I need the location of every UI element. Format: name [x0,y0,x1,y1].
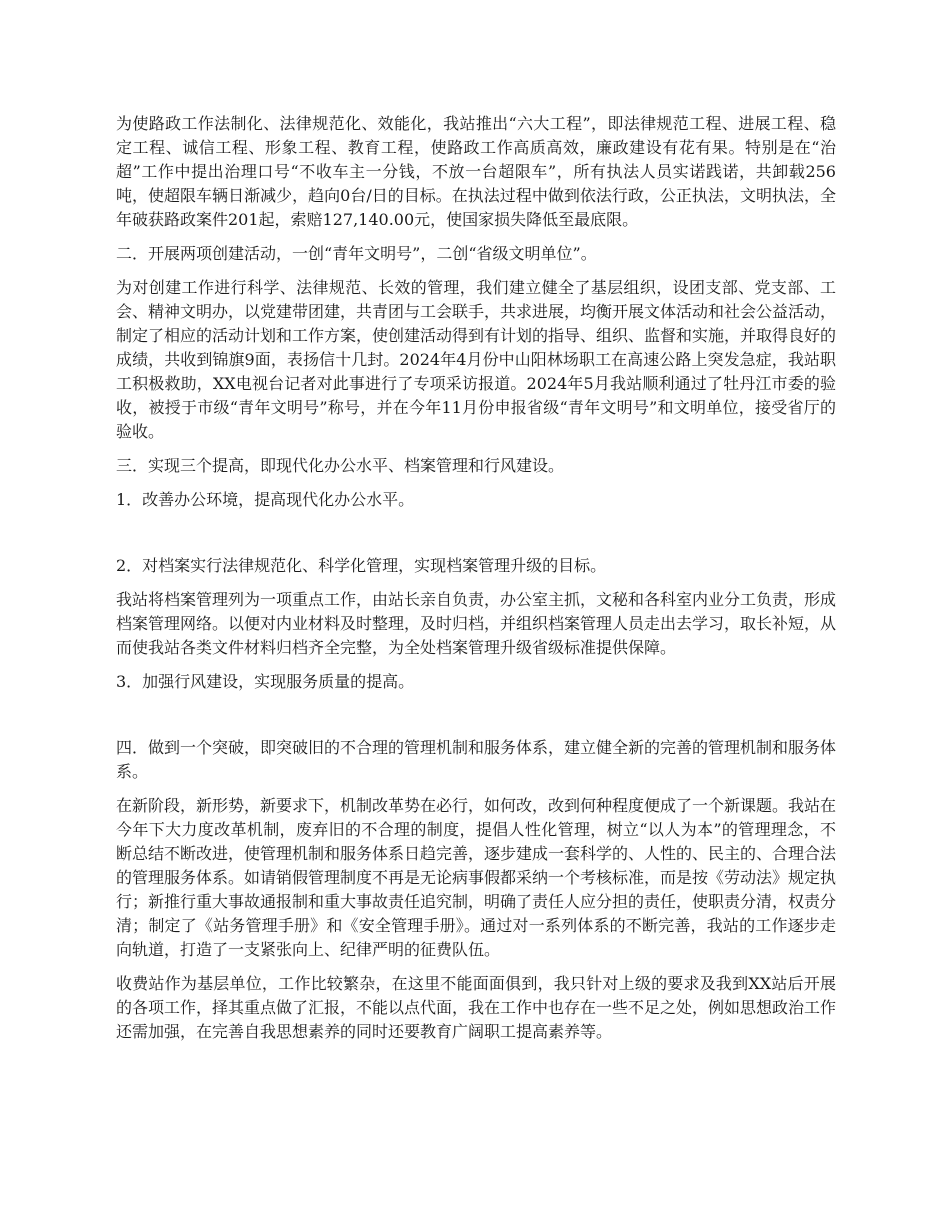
heading-three-improvements: 三．实现三个提高，即现代化办公水平、档案管理和行风建设。 [116,456,565,475]
paragraph-archive-work: 我站将档案管理列为一项重点工作，由站长亲自负责，办公室主抓，文秘和各科室内业分工负责，形成档案管理网络。以便对内业材料及时整理，及时归档，并组织档案管理人员走出去学习，取长补短，从而使我站各类文件材料归档齐全完整，为全处档案管理升级省级标准提供保障。 [116,590,837,657]
heading-one-breakthrough: 四．做到一个突破，即突破旧的不合理的管理机制和服务体系，建立健全新的完善的管理机制和服务体系。 [116,738,837,781]
document-body [116,112,836,1054]
blank-spacer [116,704,836,736]
paragraph-road-admin-projects: 为使路政工作法制化、法律规范化、效能化，我站推出“六大工程”，即法律规范工程、进展工程、稳定工程、诚信工程、形象工程、教育工程，使路政工作高质高效，廉政建设有花有果。特别是在“治超”工作中提出治理口号“不收车主一分钱，不放一台超限车”，所有执法人员实诺践诺，共卸载256吨，使超限车辆日渐减少，趋向0台/日的目标。在执法过程中做到依法行政，公正执法，文明执法，全年破获路政案件201起，索赔127,140.00元，使国家损失降低至最底限。 [116,114,836,229]
paragraph-creation-work: 为对创建工作进行科学、法律规范、长效的管理，我们建立健全了基层组织，设团支部、党支部、工会、精神文明办，以党建带团建，共青团与工会联手，共求进展，均衡开展文体活动和社会公益活动，制定了相应的活动计划和工作方案，使创建活动得到有计划的指导、组织、监督和实施，并取得良好的成绩，共收到锦旗9面，表扬信十几封。2024年4月份中山阳林场职工在高速公路上突发急症，我站职工积极救助，XX电视台记者对此事进行了专项采访报道。2024年5月我站顺利通过了牡丹江市委的验收，被授于市级“青年文明号”称号，并在今年11月份申报省级“青年文明号”和文明单位，接受省厅的验收。 [116,278,837,441]
item-office-environment: 1．改善办公环境，提高现代化办公水平。 [116,490,415,509]
item-conduct-building: 3．加强行风建设，实现服务质量的提高。 [116,672,415,691]
paragraph-mechanism-reform: 在新阶段，新形势，新要求下，机制改革势在必行，如何改，改到何种程度便成了一个新课题。我站在今年下大力度改革机制，废弃旧的不合理的制度，提倡人性化管理，树立“以人为本”的管理理念，不断总结不断改进，使管理机制和服务体系日趋完善，逐步建成一套科学的、人性的、民主的、合理合法的管理服务体系。如请销假管理制度不再是无论病事假都采纳一个考核标准，而是按《劳动法》规定执行；新推行重大事故通报制和重大事故责任追究制，明确了责任人应分担的责任，使职责分清，权责分清；制定了《站务管理手册》和《安全管理手册》。通过对一系列体系的不断完善，我站的工作逐步走向轨道，打造了一支紧张向上、纪律严明的征费队伍。 [116,796,837,959]
heading-two-activities: 二．开展两项创建活动，一创“青年文明号”，二创“省级文明单位”。 [116,244,597,263]
blank-spacer [116,522,836,554]
item-archive-management: 2．对档案实行法律规范化、科学化管理，实现档案管理升级的目标。 [116,556,607,575]
paragraph-summary: 收费站作为基层单位，工作比较繁杂，在这里不能面面俱到，我只针对上级的要求及我到XX站后开展的各项工作，择其重点做了汇报，不能以点代面，我在工作中也存在一些不足之处，例如思想政治工作还需加强，在完善自我思想素养的同时还要教育广阔职工提高素养等。 [116,974,837,1041]
